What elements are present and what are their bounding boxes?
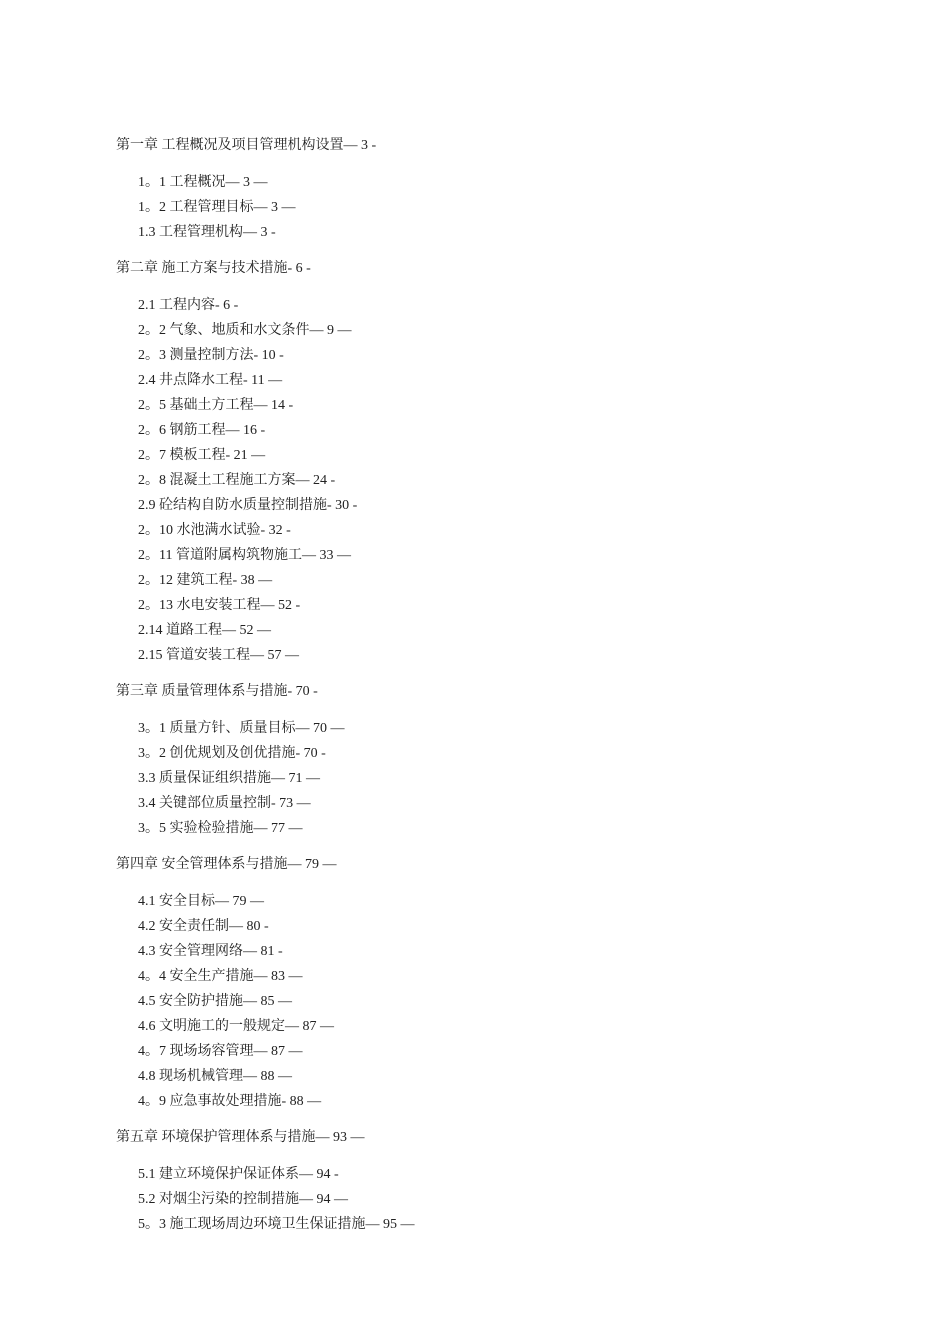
toc-entry: 2.4 井点降水工程- 11 — [138, 373, 283, 388]
toc-entry: 5.2 对烟尘污染的控制措施— 94 — [138, 1192, 348, 1207]
toc-entry: 2。2 气象、地质和水文条件— 9 — [138, 323, 352, 338]
toc-chapter-1: 第一章 工程概况及项目管理机构设置— 3 - [116, 138, 377, 153]
toc-chapter-2: 第二章 施工方案与技术措施- 6 - [116, 261, 311, 276]
toc-entry: 3.4 关键部位质量控制- 73 — [138, 796, 311, 811]
toc-entry: 3.3 质量保证组织措施— 71 — [138, 771, 320, 786]
toc-chapter-5: 第五章 环境保护管理体系与措施— 93 — [116, 1130, 365, 1145]
toc-entry: 1.3 工程管理机构— 3 - [138, 225, 276, 240]
toc-entry: 2。7 模板工程- 21 — [138, 448, 266, 463]
toc-entry: 2。6 钢筋工程— 16 - [138, 423, 266, 438]
toc-chapter-4: 第四章 安全管理体系与措施— 79 — [116, 857, 337, 872]
toc-entry: 4.3 安全管理网络— 81 - [138, 944, 283, 959]
toc-entry: 1。1 工程概况— 3 — [138, 175, 268, 190]
toc-entry: 5.1 建立环境保护保证体系— 94 - [138, 1167, 339, 1182]
toc-entry: 2。5 基础土方工程— 14 - [138, 398, 294, 413]
toc-entry: 3。1 质量方针、质量目标— 70 — [138, 721, 345, 736]
toc-entry: 4。9 应急事故处理措施- 88 — [138, 1094, 322, 1109]
toc-entry: 4.8 现场机械管理— 88 — [138, 1069, 292, 1084]
toc-entry: 2.1 工程内容- 6 - [138, 298, 239, 313]
toc-entry: 2。12 建筑工程- 38 — [138, 573, 273, 588]
toc-entry: 2。3 测量控制方法- 10 - [138, 348, 284, 363]
toc-entry: 4.5 安全防护措施— 85 — [138, 994, 292, 1009]
toc-entry: 2。10 水池满水试验- 32 - [138, 523, 291, 538]
toc-chapter-3: 第三章 质量管理体系与措施- 70 - [116, 684, 318, 699]
toc-entry: 3。5 实验检验措施— 77 — [138, 821, 303, 836]
toc-entry: 5。3 施工现场周边环境卫生保证措施— 95 — [138, 1217, 415, 1232]
toc-entry: 2.9 砼结构自防水质量控制措施- 30 - [138, 498, 358, 513]
toc-entry: 4。4 安全生产措施— 83 — [138, 969, 303, 984]
toc-entry: 2。11 管道附属构筑物施工— 33 — [138, 548, 351, 563]
toc-entry: 2.14 道路工程— 52 — [138, 623, 271, 638]
toc-entry: 4.2 安全责任制— 80 - [138, 919, 269, 934]
toc-entry: 4。7 现场场容管理— 87 — [138, 1044, 303, 1059]
table-of-contents [116, 136, 896, 1237]
toc-entry: 3。2 创优规划及创优措施- 70 - [138, 746, 326, 761]
toc-entry: 4.1 安全目标— 79 — [138, 894, 264, 909]
toc-entry: 2。8 混凝土工程施工方案— 24 - [138, 473, 336, 488]
toc-entry: 2.15 管道安装工程— 57 — [138, 648, 299, 663]
toc-entry: 2。13 水电安装工程— 52 - [138, 598, 301, 613]
toc-entry: 4.6 文明施工的一般规定— 87 — [138, 1019, 334, 1034]
toc-entry: 1。2 工程管理目标— 3 — [138, 200, 296, 215]
